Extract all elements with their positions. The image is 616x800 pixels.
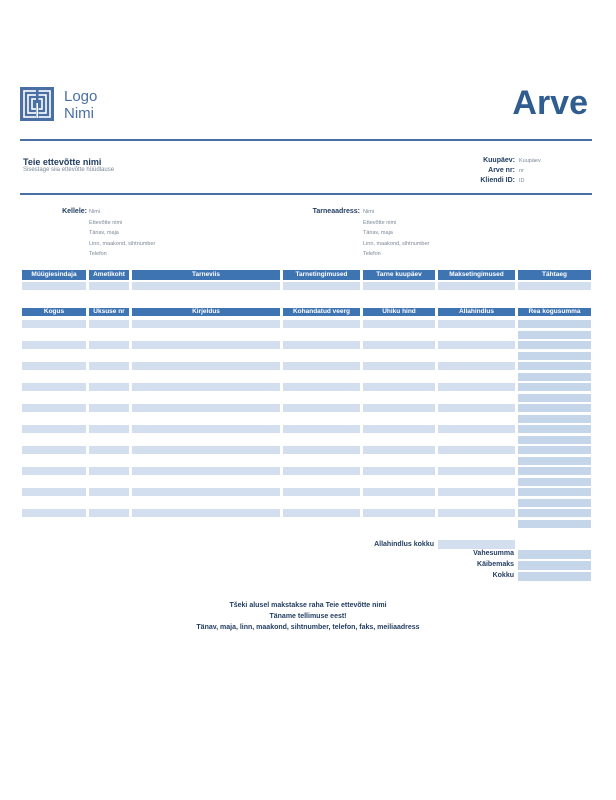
line-item-cell[interactable]: [22, 320, 86, 328]
items-header-cell: Allahindlus: [438, 308, 515, 316]
discount-total-label: Allahindlus kokku: [374, 541, 434, 548]
line-item-cell[interactable]: [89, 446, 129, 454]
line-total-cell[interactable]: [518, 520, 591, 528]
line-item-cell[interactable]: [22, 404, 86, 412]
line-item-cell[interactable]: [132, 341, 280, 349]
line-item-cell[interactable]: [22, 446, 86, 454]
line-total-cell[interactable]: [518, 499, 591, 507]
line-item-cell[interactable]: [22, 341, 86, 349]
order-input-cell[interactable]: [89, 282, 129, 290]
line-total-cell[interactable]: [518, 394, 591, 402]
bill-to-label: Kellele:: [62, 208, 87, 215]
line-item-cell[interactable]: [363, 488, 435, 496]
line-total-cell[interactable]: [518, 383, 591, 391]
client-id-value: ID: [519, 178, 525, 184]
line-total-cell[interactable]: [518, 509, 591, 517]
line-item-cell[interactable]: [22, 383, 86, 391]
order-header-cell: Tarne kuupäev: [363, 270, 435, 280]
line-item-cell[interactable]: [438, 341, 515, 349]
line-item-cell[interactable]: [283, 488, 360, 496]
items-header-cell: Ühiku hind: [363, 308, 435, 316]
ship-to-line: Tänav, maja: [363, 230, 393, 236]
line-item-cell[interactable]: [132, 362, 280, 370]
line-item-cell[interactable]: [438, 446, 515, 454]
items-header-cell: Üksuse nr: [89, 308, 129, 316]
line-item-cell[interactable]: [89, 425, 129, 433]
order-header-cell: Müügiesindaja: [22, 270, 86, 280]
line-total-cell[interactable]: [518, 457, 591, 465]
line-item-cell[interactable]: [438, 425, 515, 433]
line-item-cell[interactable]: [438, 404, 515, 412]
ship-to-line: Linn, maakond, sihtnumber: [363, 240, 430, 247]
items-header-cell: Kohandatud veerg: [283, 308, 360, 316]
invoice-number-label: Arve nr:: [488, 167, 515, 174]
line-item-cell[interactable]: [438, 362, 515, 370]
line-item-cell[interactable]: [283, 509, 360, 517]
line-item-cell[interactable]: [22, 362, 86, 370]
line-total-cell[interactable]: [518, 331, 591, 339]
line-item-cell[interactable]: [363, 341, 435, 349]
footer-contact: Tänav, maja, linn, maakond, sihtnumber, telefon, faks, meiliaadress: [196, 624, 420, 631]
client-id-label: Kliendi ID:: [480, 177, 515, 184]
line-item-cell[interactable]: [363, 383, 435, 391]
bill-to-address: [89, 209, 155, 262]
total-value[interactable]: [518, 572, 591, 581]
items-header-cell: Rea kogusumma: [518, 308, 591, 316]
line-item-cell[interactable]: [438, 320, 515, 328]
line-item-cell[interactable]: [363, 425, 435, 433]
logo-line-1: Logo: [64, 88, 98, 105]
line-total-cell[interactable]: [518, 436, 591, 444]
order-input-cell[interactable]: [363, 282, 435, 290]
line-item-cell[interactable]: [89, 320, 129, 328]
items-header-cell: Kogus: [22, 308, 86, 316]
ship-to-address: [363, 209, 429, 262]
company-name: Teie ettevõtte nimi: [23, 157, 102, 167]
line-item-cell[interactable]: [89, 341, 129, 349]
tax-label: Käibemaks: [477, 561, 514, 568]
bill-to-line: Ettevõtte nimi: [89, 219, 123, 226]
line-total-cell[interactable]: [518, 467, 591, 475]
subtotal-value[interactable]: [518, 550, 591, 559]
order-input-cell[interactable]: [132, 282, 280, 290]
line-item-cell[interactable]: [363, 362, 435, 370]
info-divider: [20, 193, 592, 195]
line-item-cell[interactable]: [22, 467, 86, 475]
company-slogan: Sisestage siia ettevõtte hüüdlause: [23, 167, 115, 173]
line-item-cell[interactable]: [132, 488, 280, 496]
order-header-cell: Tähtaeg: [518, 270, 591, 280]
ship-to-line: Nimi: [363, 209, 374, 215]
line-item-cell[interactable]: [22, 509, 86, 517]
line-total-cell[interactable]: [518, 362, 591, 370]
ship-to-label: Tarneaadress:: [312, 208, 360, 215]
total-label: Kokku: [492, 572, 514, 579]
subtotal-label: Vahesumma: [473, 550, 514, 557]
line-item-cell[interactable]: [132, 509, 280, 517]
bill-to-line: Tänav, maja: [89, 230, 119, 236]
line-item-cell[interactable]: [363, 404, 435, 412]
line-item-cell[interactable]: [283, 320, 360, 328]
line-item-cell[interactable]: [438, 488, 515, 496]
line-item-cell[interactable]: [363, 446, 435, 454]
line-total-cell[interactable]: [518, 478, 591, 486]
line-item-cell[interactable]: [363, 509, 435, 517]
line-total-cell[interactable]: [518, 352, 591, 360]
line-item-cell[interactable]: [283, 446, 360, 454]
line-item-cell[interactable]: [363, 467, 435, 475]
logo-text: [64, 88, 97, 122]
tax-value[interactable]: [518, 561, 591, 570]
line-total-cell[interactable]: [518, 320, 591, 328]
bill-to-line: Telefon: [89, 251, 107, 257]
logo-maze-icon: [20, 87, 54, 121]
line-item-cell[interactable]: [438, 467, 515, 475]
order-header-cell: Ametikoht: [89, 270, 129, 280]
bill-to-line: Nimi: [89, 209, 100, 215]
line-total-cell[interactable]: [518, 415, 591, 423]
line-item-cell[interactable]: [132, 446, 280, 454]
ship-to-line: Ettevõtte nimi: [363, 219, 397, 226]
order-input-cell[interactable]: [438, 282, 515, 290]
line-item-cell[interactable]: [89, 404, 129, 412]
line-item-cell[interactable]: [283, 341, 360, 349]
order-input-cell[interactable]: [22, 282, 86, 290]
line-item-cell[interactable]: [132, 320, 280, 328]
line-item-cell[interactable]: [89, 488, 129, 496]
line-item-cell[interactable]: [438, 383, 515, 391]
line-item-cell[interactable]: [132, 467, 280, 475]
order-header-cell: Tarnetingimused: [283, 270, 360, 280]
order-input-cell[interactable]: [283, 282, 360, 290]
order-header-cell: Tarneviis: [132, 270, 280, 280]
line-item-cell[interactable]: [283, 425, 360, 433]
order-header-cell: Maksetingimused: [438, 270, 515, 280]
ship-to-line: Telefon: [363, 251, 381, 257]
date-label: Kuupäev:: [483, 157, 515, 164]
line-item-cell[interactable]: [89, 509, 129, 517]
line-item-cell[interactable]: [132, 425, 280, 433]
line-item-cell[interactable]: [438, 509, 515, 517]
line-item-cell[interactable]: [283, 362, 360, 370]
line-item-cell[interactable]: [89, 467, 129, 475]
line-item-cell[interactable]: [283, 467, 360, 475]
line-item-cell[interactable]: [132, 404, 280, 412]
header-divider: [20, 139, 592, 141]
logo-line-2: Nimi: [64, 105, 94, 122]
line-item-cell[interactable]: [132, 383, 280, 391]
line-total-cell[interactable]: [518, 425, 591, 433]
line-item-cell[interactable]: [283, 383, 360, 391]
bill-to-line: Linn, maakond, sihtnumber: [89, 240, 156, 247]
line-item-cell[interactable]: [89, 362, 129, 370]
line-total-cell[interactable]: [518, 404, 591, 412]
footer-thanks: Täname tellimuse eest!: [269, 613, 347, 620]
order-input-cell[interactable]: [518, 282, 591, 290]
line-item-cell[interactable]: [22, 488, 86, 496]
footer-payment-note: Tšeki alusel makstakse raha Teie ettevõtte nimi: [229, 602, 387, 609]
items-header-cell: Kirjeldus: [132, 308, 280, 316]
invoice-number-value: nr: [519, 168, 524, 174]
line-item-cell[interactable]: [22, 425, 86, 433]
line-item-cell[interactable]: [363, 320, 435, 328]
invoice-title: Arve: [512, 84, 588, 122]
line-item-cell[interactable]: [89, 383, 129, 391]
discount-total-value[interactable]: [438, 540, 515, 549]
line-item-cell[interactable]: [283, 404, 360, 412]
line-total-cell[interactable]: [518, 373, 591, 381]
date-value: Kuupäev: [519, 158, 541, 164]
line-total-cell[interactable]: [518, 488, 591, 496]
line-total-cell[interactable]: [518, 341, 591, 349]
line-total-cell[interactable]: [518, 446, 591, 454]
